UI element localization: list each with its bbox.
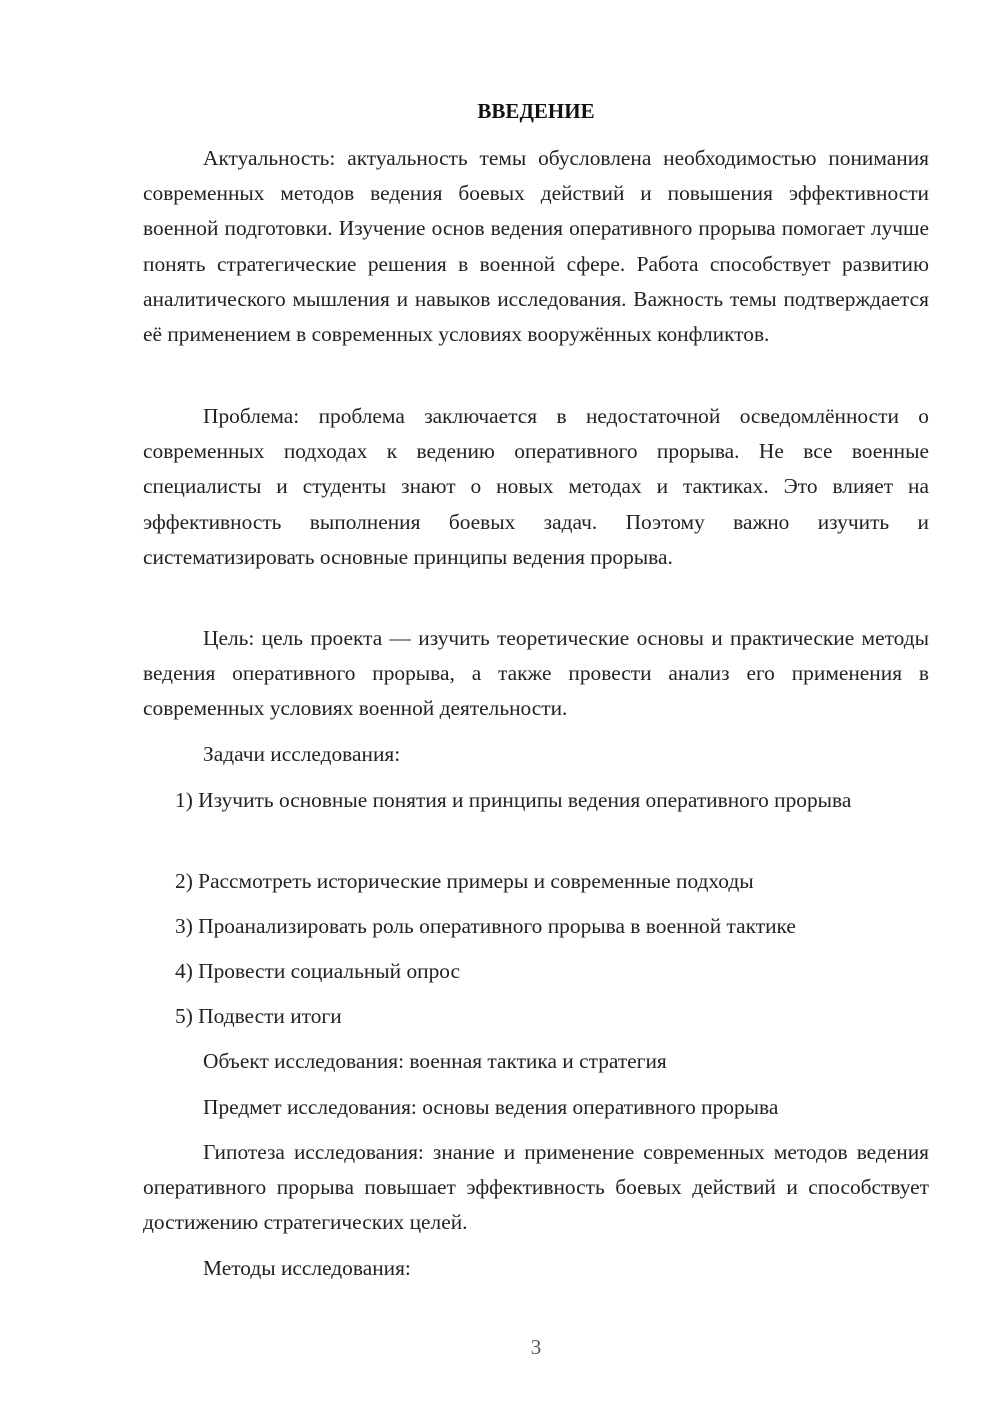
task-item-4: 4) Провести социальный опрос xyxy=(175,959,461,983)
relevance-paragraph: Актуальность: актуальность темы обусловлена необходимостью понимания современных методов ведения боевых действий и повышения эффективности военной подготовки. Изучение основ ведения оперативного прорыва помогает лучше понять стратегические решения в военной сфере. Работа способствует развитию аналитического мышления и навыков исследования. Важность темы подтверждается её применением в современных условиях вооружённых конфликтов. xyxy=(143,146,929,347)
object-block xyxy=(143,1044,929,1079)
page-title: ВВЕДЕНИЕ xyxy=(477,99,595,123)
task-item-2: 2) Рассмотреть исторические примеры и современные подходы xyxy=(175,869,754,893)
goal-block xyxy=(143,621,929,727)
hypothesis-block xyxy=(143,1135,929,1241)
hypothesis-paragraph: Гипотеза исследования: знание и применение современных методов ведения оперативного прорыва повышает эффективность боевых действий и способствует достижению стратегических целей. xyxy=(143,1140,929,1235)
task-item-1: 1) Изучить основные понятия и принципы ведения оперативного прорыва xyxy=(175,788,852,812)
tasks-heading-block xyxy=(143,737,929,772)
title-wrapper xyxy=(0,97,1000,125)
object-paragraph: Объект исследования: военная тактика и стратегия xyxy=(203,1049,667,1073)
goal-paragraph: Цель: цель проекта — изучить теоретические основы и практические методы ведения оперативного прорыва, а также провести анализ его применения в современных условиях военной деятельности. xyxy=(143,626,929,721)
task-4-block xyxy=(143,954,929,989)
relevance-block xyxy=(143,141,929,352)
problem-paragraph: Проблема: проблема заключается в недостаточной осведомлённости о современных подходах к ведению оперативного прорыва. Не все военные специалисты и студенты знают о новых методах и тактиках. Это влияет на эффективность выполнения боевых задач. Поэтому важно изучить и систематизировать основные принципы ведения прорыва. xyxy=(143,404,929,569)
task-1-block xyxy=(143,783,929,818)
subject-block xyxy=(143,1090,929,1125)
task-2-block xyxy=(143,864,929,899)
subject-paragraph: Предмет исследования: основы ведения оперативного прорыва xyxy=(203,1095,779,1119)
tasks-heading: Задачи исследования: xyxy=(203,742,401,766)
problem-block xyxy=(143,399,929,575)
page-number xyxy=(0,1333,1000,1361)
task-3-block xyxy=(143,909,929,944)
task-5-block xyxy=(143,999,929,1034)
page-number-value: 3 xyxy=(530,1335,542,1359)
task-item-5: 5) Подвести итоги xyxy=(175,1004,342,1028)
methods-heading: Методы исследования: xyxy=(203,1256,411,1280)
task-item-3: 3) Проанализировать роль оперативного прорыва в военной тактике xyxy=(175,914,796,938)
methods-heading-block xyxy=(143,1251,929,1286)
